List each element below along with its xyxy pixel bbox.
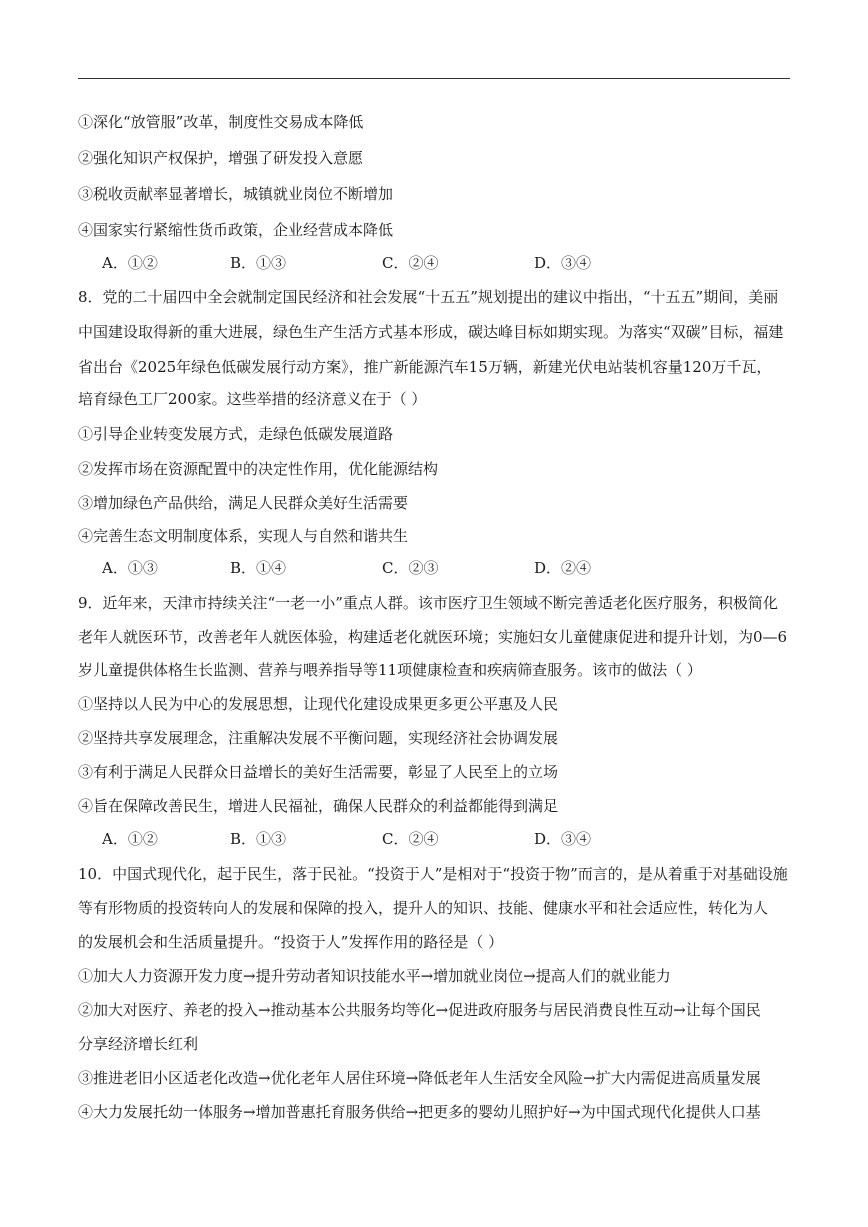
q8-statement-1: ①引导企业转变发展方式，走绿色低碳发展道路 <box>78 425 394 443</box>
q8-statement-3: ③增加绿色产品供给，满足人民群众美好生活需要 <box>78 494 409 512</box>
q9-stem-line-1: 9．近年来，天津市持续关注“一老一小”重点人群。该市医疗卫生领域不断完善适老化医疗服务，积极简化 <box>78 594 778 612</box>
q10-stem-line-2: 等有形物质的投资转向人的发展和保障的投入，提升人的知识、技能、健康水平和社会适应性，转化为人 <box>78 899 769 917</box>
q9-statement-2: ②坚持共享发展理念，注重解决发展不平衡问题，实现经济社会协调发展 <box>78 729 559 747</box>
q10-statement-3: ③推进老旧小区适老化改造→优化老年人居住环境→降低老年人生活安全风险→扩大内需促进高质量发展 <box>78 1069 761 1087</box>
q8-stem-line-3: 省出台《2025年绿色低碳发展行动方案》，推广新能源汽车15万辆，新建光伏电站装机容量120万千瓦， <box>78 358 772 376</box>
q9-stem-line-3: 岁儿童提供体格生长监测、营养与喂养指导等11项健康检查和疾病筛查服务。该市的做法（ ） <box>78 661 702 679</box>
q9-stem-line-2: 老年人就医环节，改善老年人就医体验，构建适老化就医环境；实施妇女儿童健康促进和提升计划，为0—6 <box>78 628 788 646</box>
q7-statement-1: ①深化“放管服”改革，制度性交易成本降低 <box>78 113 364 131</box>
q8-option-d: D．②④ <box>534 559 592 577</box>
q7-statement-2: ②强化知识产权保护，增强了研发投入意愿 <box>78 149 364 167</box>
q9-option-c: C．②④ <box>382 830 439 848</box>
q9-option-d: D．③④ <box>534 830 592 848</box>
q10-statement-1: ①加大人力资源开发力度→提升劳动者知识技能水平→增加就业岗位→提高人们的就业能力 <box>78 967 671 985</box>
q8-statement-2: ②发挥市场在资源配置中的决定性作用，优化能源结构 <box>78 460 439 478</box>
q10-statement-2-cont: 分享经济增长红利 <box>78 1035 199 1053</box>
q9-option-a: A．①② <box>102 830 158 848</box>
q9-option-b: B．①③ <box>230 830 287 848</box>
q8-option-c: C．②③ <box>382 559 439 577</box>
q8-statement-4: ④完善生态文明制度体系，实现人与自然和谐共生 <box>78 527 409 545</box>
q8-stem-line-1: 8．党的二十届四中全会就制定国民经济和社会发展“十五五”规划提出的建议中指出，“十五五”期间，美丽 <box>78 288 779 306</box>
q7-option-d: D．③④ <box>534 254 592 272</box>
q7-option-c: C．②④ <box>382 254 439 272</box>
q8-stem-line-4: 培育绿色工厂200家。这些举措的经济意义在于（ ） <box>78 390 427 408</box>
q10-stem-line-3: 的发展机会和生活质量提升。“投资于人”发挥作用的路径是（ ） <box>78 933 504 951</box>
q10-statement-4: ④大力发展托幼一体服务→增加普惠托育服务供给→把更多的婴幼儿照护好→为中国式现代化提供人口基 <box>78 1103 761 1121</box>
q7-option-b: B．①③ <box>230 254 287 272</box>
q7-statement-4: ④国家实行紧缩性货币政策，企业经营成本降低 <box>78 221 394 239</box>
header-rule <box>78 78 790 79</box>
q8-option-a: A．①③ <box>102 559 158 577</box>
q10-stem-line-1: 10．中国式现代化，起于民生，落于民祉。“投资于人”是相对于“投资于物”而言的，是从着重于对基础设施 <box>78 865 788 883</box>
q7-option-a: A．①② <box>102 254 158 272</box>
q8-stem-line-2: 中国建设取得新的重大进展，绿色生产生活方式基本形成，碳达峰目标如期实现。为落实“双碳”目标，福建 <box>78 323 784 341</box>
q10-statement-2: ②加大对医疗、养老的投入→推动基本公共服务均等化→促进政府服务与居民消费良性互动→让每个国民 <box>78 1001 761 1019</box>
q9-statement-1: ①坚持以人民为中心的发展思想，让现代化建设成果更多更公平惠及人民 <box>78 695 559 713</box>
q9-statement-3: ③有利于满足人民群众日益增长的美好生活需要，彰显了人民至上的立场 <box>78 763 559 781</box>
q8-option-b: B．①④ <box>230 559 287 577</box>
q9-statement-4: ④旨在保障改善民生，增进人民福祉，确保人民群众的利益都能得到满足 <box>78 797 559 815</box>
q7-statement-3: ③税收贡献率显著增长，城镇就业岗位不断增加 <box>78 185 394 203</box>
